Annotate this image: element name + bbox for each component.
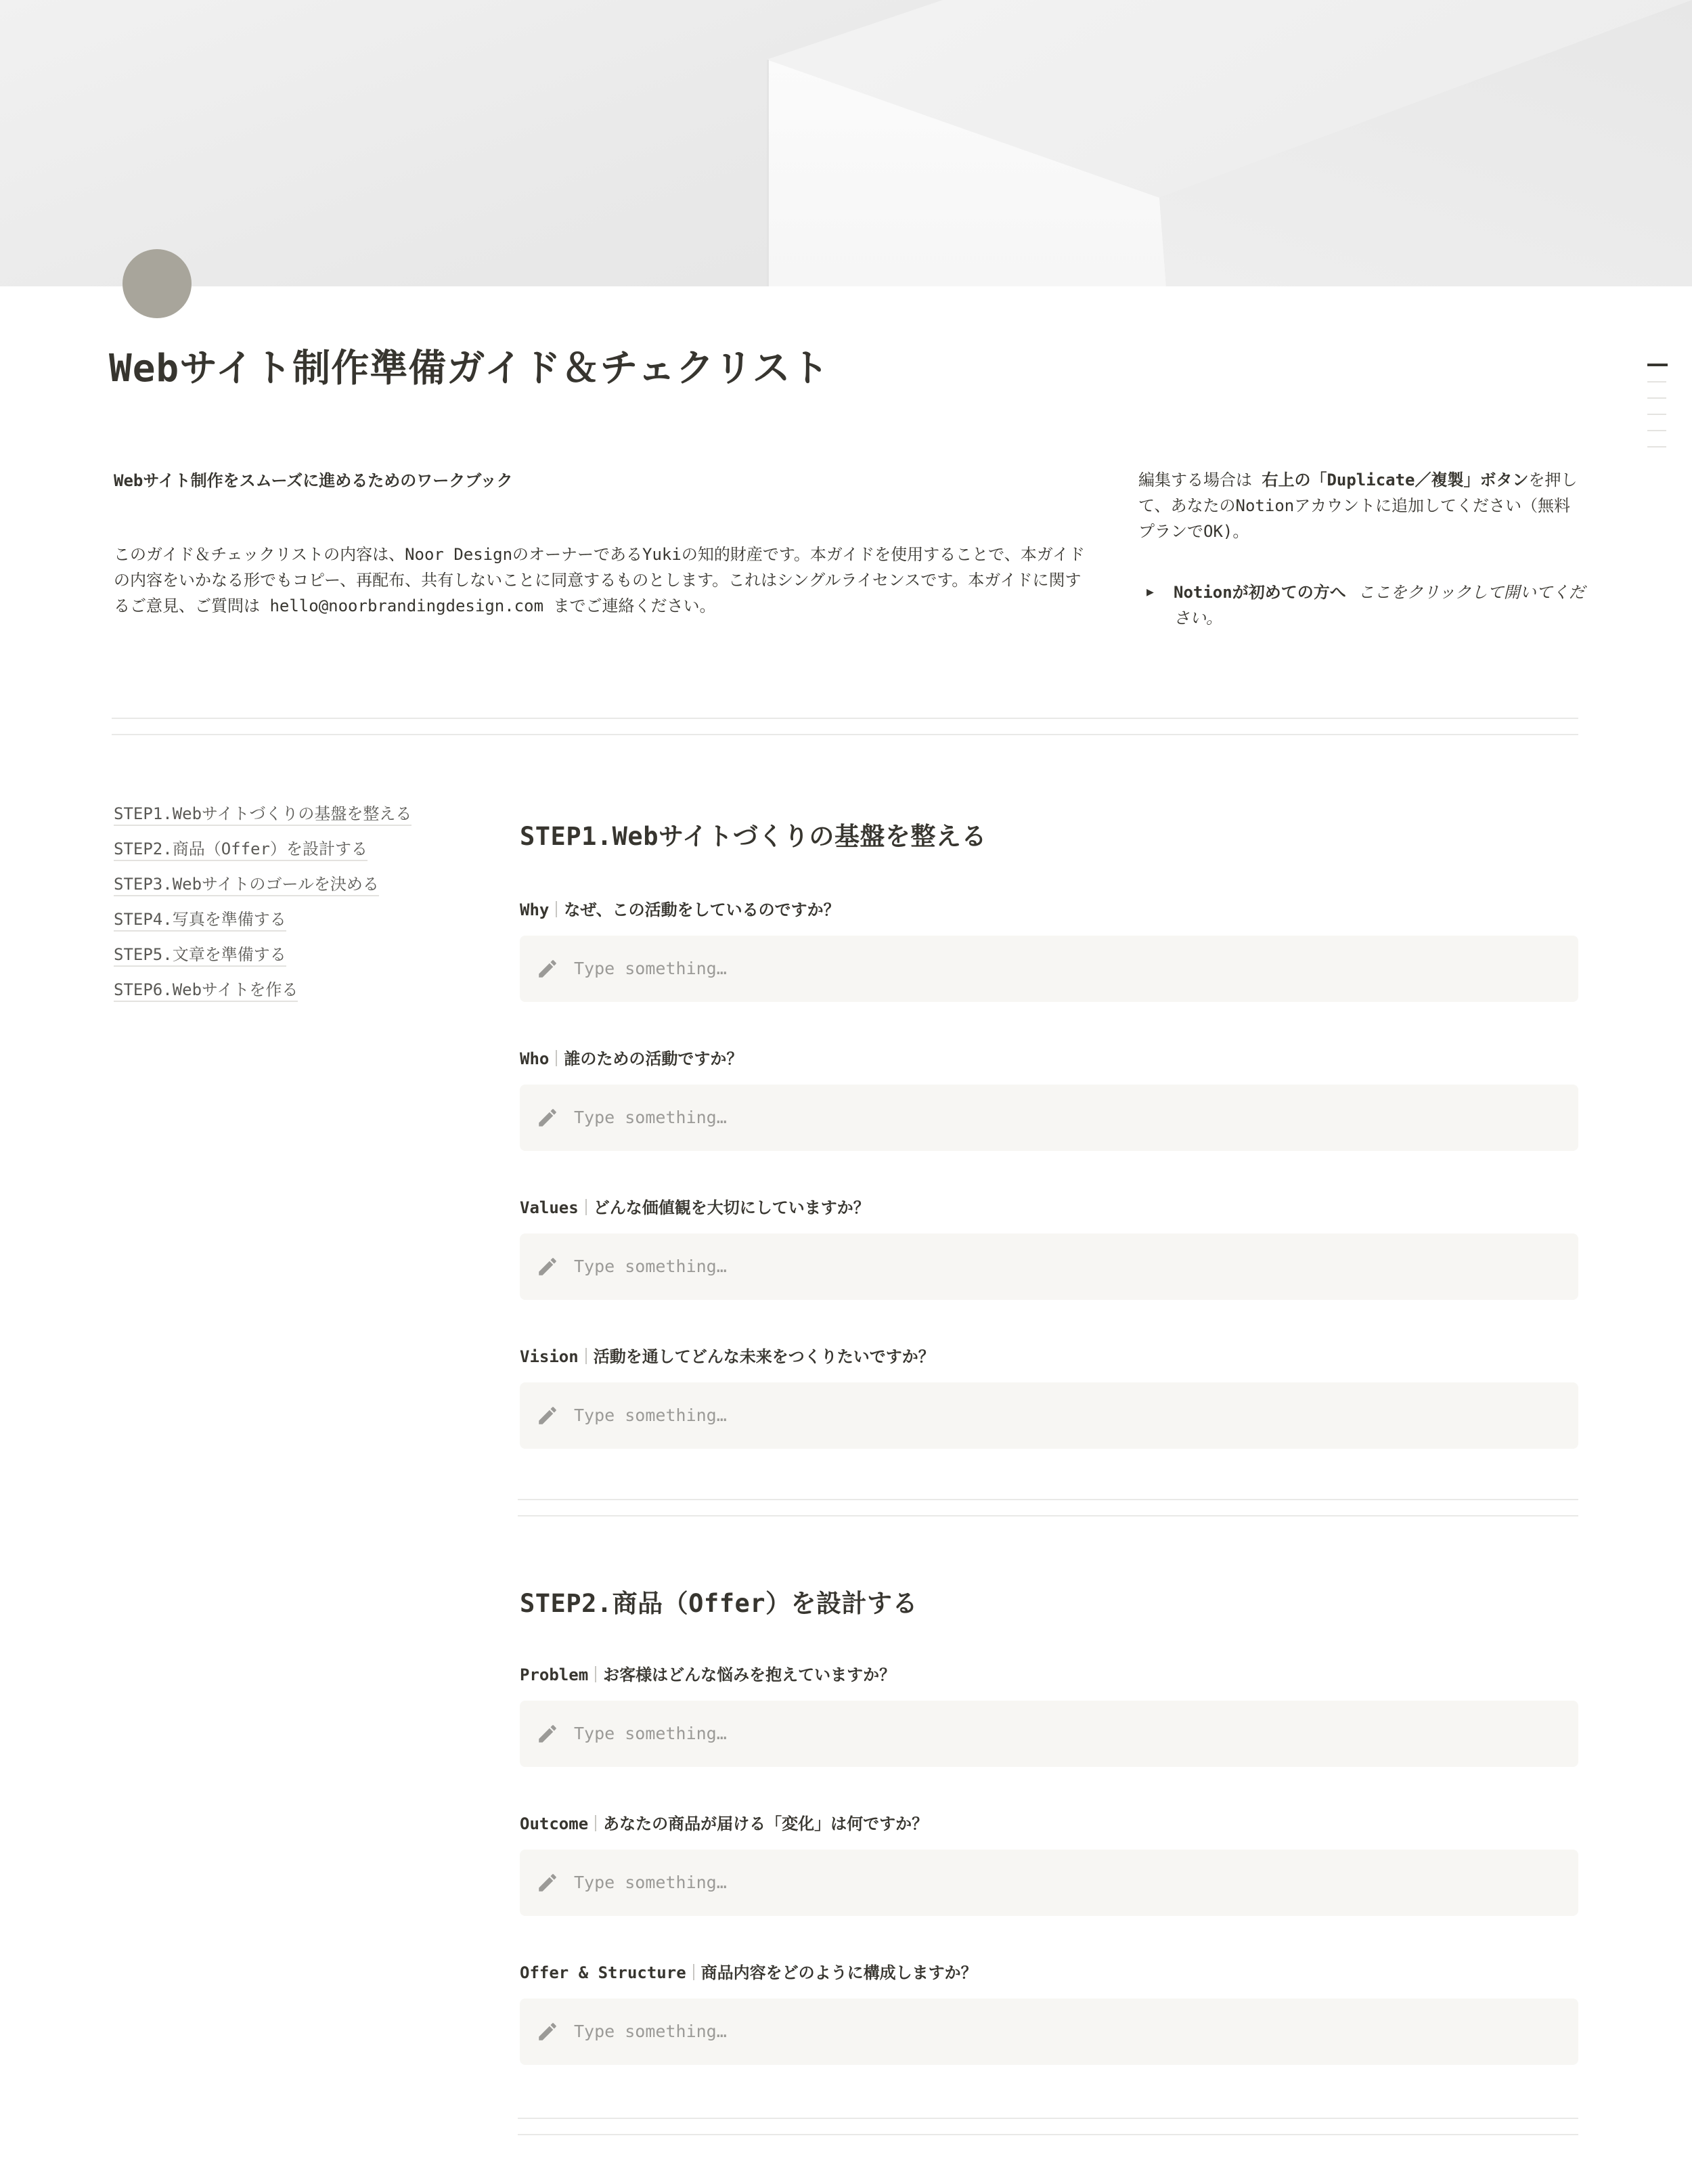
pencil-icon: [536, 1722, 559, 1745]
divider: [518, 2118, 1578, 2119]
edit-note-bold: 右上の「Duplicate／複製」ボタン: [1262, 471, 1529, 489]
input-placeholder: Type something…: [574, 1405, 727, 1425]
toggle-label: Notionが初めての方へ: [1174, 583, 1346, 602]
step-title: STEP1.Webサイトづくりの基盤を整える: [520, 822, 987, 851]
question-label: Who 誰のための活動ですか？: [520, 1049, 743, 1068]
question-label: Offer & Structure 商品内容をどのように構成しますか？: [520, 1963, 977, 1982]
divider: [112, 734, 1578, 735]
step2-section: [520, 1588, 1578, 2041]
page-title: Webサイト制作準備ガイド＆チェクリスト: [109, 347, 830, 391]
triangle-right-icon[interactable]: ▶: [1146, 585, 1154, 599]
notion-beginner-toggle[interactable]: [1138, 580, 1585, 631]
edit-note: [1138, 467, 1585, 544]
question-label: Problem お客様はどんな悩みを抱えていますか？: [520, 1665, 896, 1684]
input-placeholder: Type something…: [574, 1108, 727, 1127]
answer-input[interactable]: [520, 1382, 1578, 1449]
pencil-icon: [536, 1255, 559, 1278]
question-label: Values どんな価値観を大切にしていますか？: [520, 1198, 870, 1217]
input-placeholder: Type something…: [574, 2022, 727, 2041]
nav-link-step4[interactable]: STEP4.写真を準備する: [114, 909, 286, 932]
divider: [112, 718, 1578, 719]
license-text: このガイド＆チェックリストの内容は、Noor DesignのオーナーであるYukiの知的財産です。本ガイドを使用することで、本ガイドの内容をいかなる形でもコピー、再配布、共有しないことに同意するものとします。これはシングルライセンスです。本ガイドに関するご意見、ご質問は hello@noorbrandingdesign.com までご連絡ください。: [114, 545, 1085, 615]
input-placeholder: Type something…: [574, 959, 727, 978]
pencil-icon: [536, 2020, 559, 2043]
answer-input[interactable]: [520, 1701, 1578, 1767]
divider: [518, 1515, 1578, 1516]
question-label: Outcome あなたの商品が届ける「変化」は何ですか？: [520, 1814, 929, 1833]
nav-link-step2[interactable]: STEP2.商品（Offer）を設計する: [114, 838, 368, 861]
nav-link-step6[interactable]: STEP6.Webサイトを作る: [114, 979, 298, 1002]
pencil-icon: [536, 1106, 559, 1129]
answer-input[interactable]: [520, 1085, 1578, 1151]
page-icon[interactable]: [123, 249, 192, 318]
edit-note-prefix: 編集する場合は: [1138, 471, 1262, 489]
input-placeholder: Type something…: [574, 1873, 727, 1892]
table-of-contents-minimap[interactable]: [1647, 364, 1668, 462]
input-placeholder: Type something…: [574, 1724, 727, 1743]
toggle-hint: ここをクリックして開いてください。: [1174, 583, 1585, 628]
step-navigation: [114, 803, 466, 1014]
step1-section: [520, 821, 1578, 1425]
intro-section: [114, 467, 1088, 619]
pencil-icon: [536, 957, 559, 980]
divider: [518, 1499, 1578, 1500]
edit-note-suffix: を押して、あなたのNotionアカウントに追加してください（無料プランでOK)。: [1138, 471, 1578, 541]
pencil-icon: [536, 1871, 559, 1894]
question-label: Why なぜ、この活動をしているのですか？: [520, 900, 840, 919]
nav-link-step5[interactable]: STEP5.文章を準備する: [114, 944, 286, 967]
input-placeholder: Type something…: [574, 1257, 727, 1276]
divider: [518, 2134, 1578, 2135]
answer-input[interactable]: [520, 1850, 1578, 1916]
question-label: Vision 活動を通してどんな未来をつくりたいですか？: [520, 1347, 935, 1366]
answer-input[interactable]: [520, 1999, 1578, 2065]
intro-subtitle: Webサイト制作をスムーズに進めるためのワークブック: [114, 471, 513, 490]
step-title: STEP2.商品（Offer）を設計する: [520, 1589, 918, 1618]
answer-input[interactable]: [520, 1233, 1578, 1300]
nav-link-step1[interactable]: STEP1.Webサイトづくりの基盤を整える: [114, 803, 411, 826]
edit-instructions: [1138, 467, 1585, 631]
cover-image: [0, 0, 1692, 286]
answer-input[interactable]: [520, 936, 1578, 1002]
nav-link-step3[interactable]: STEP3.Webサイトのゴールを決める: [114, 873, 379, 896]
pencil-icon: [536, 1404, 559, 1427]
